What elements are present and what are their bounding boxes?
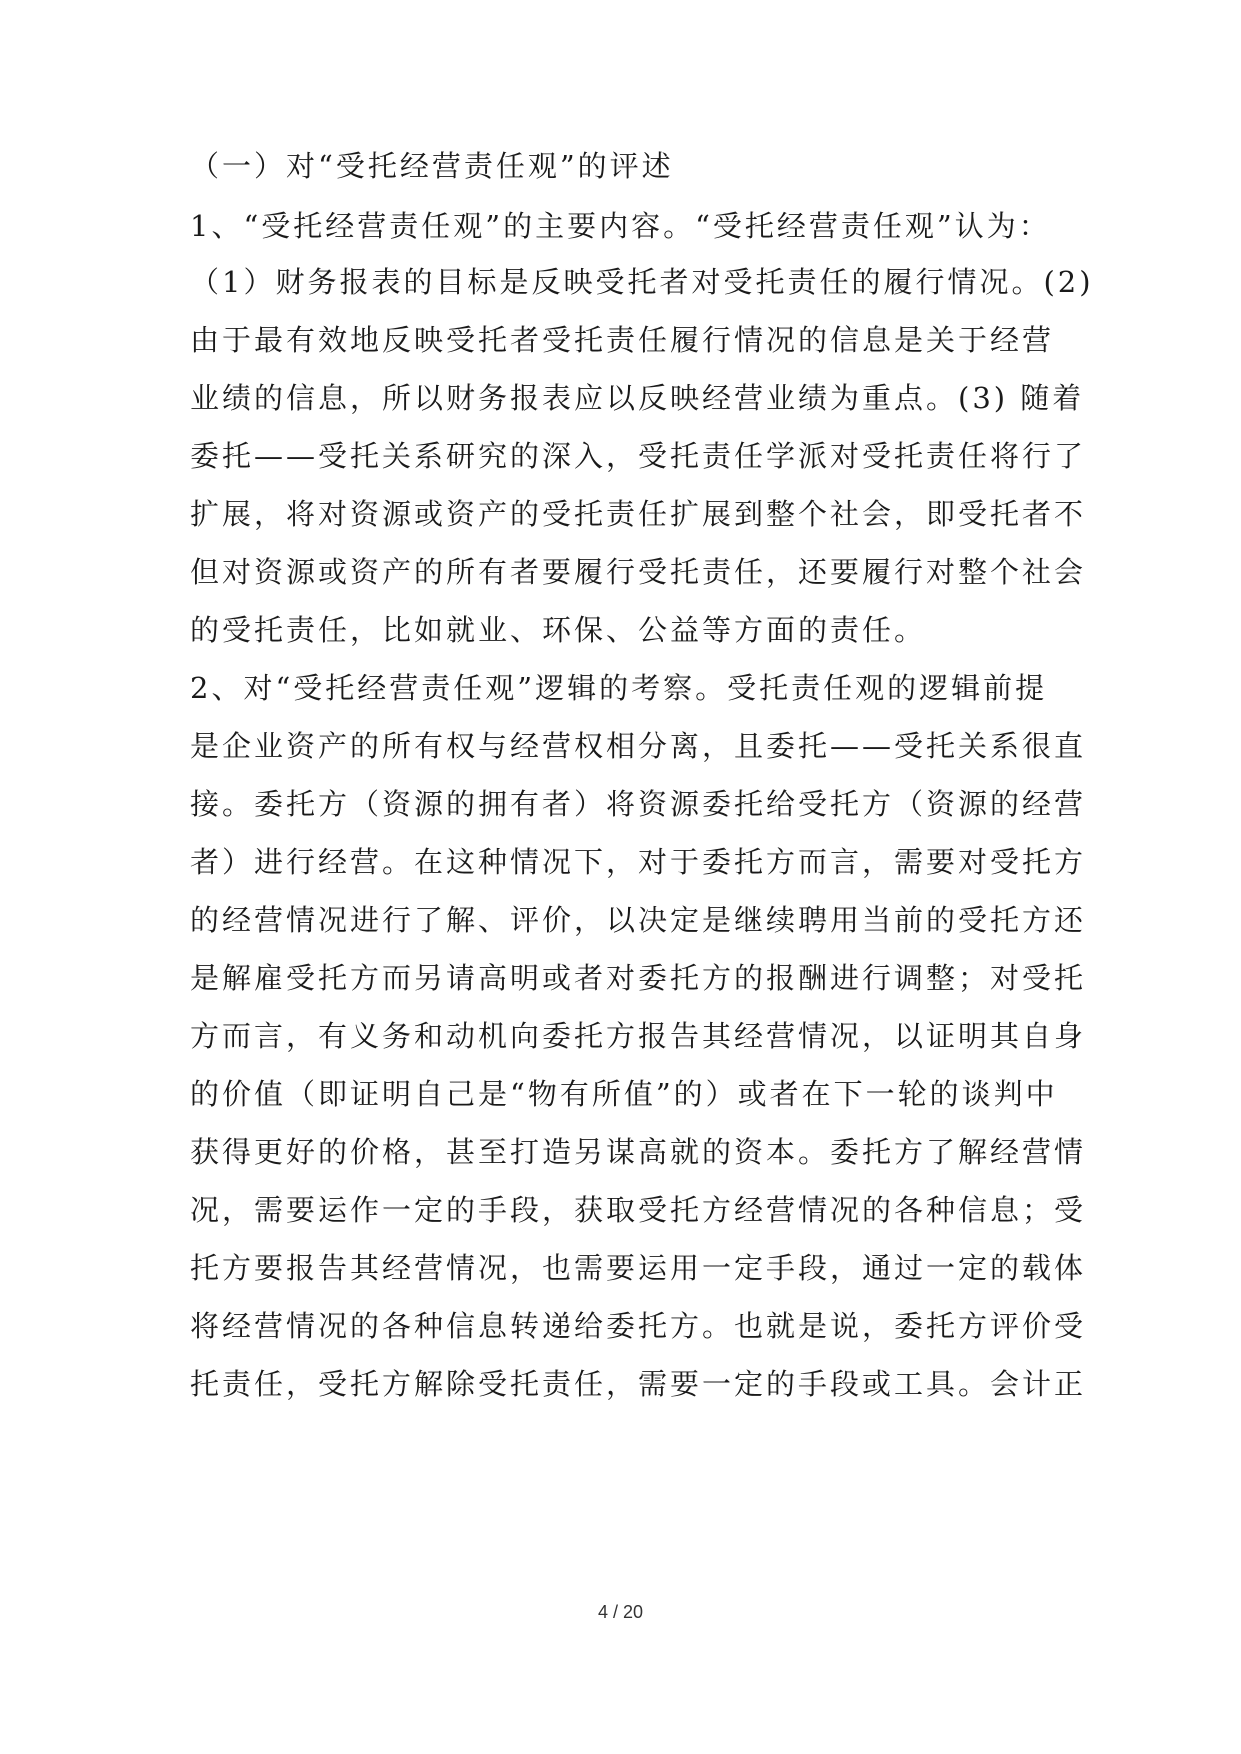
text-line: 方而言，有义务和动机向委托方报告其经营情况，以证明其自身 xyxy=(190,1019,1087,1053)
text-line: 况，需要运作一定的手段，获取受托方经营情况的各种信息；受 xyxy=(190,1193,1087,1227)
text-line: 的价值（即证明自己是“物有所值”的）或者在下一轮的谈判中 xyxy=(190,1077,1058,1111)
page-number: 4 / 20 xyxy=(597,1602,644,1622)
text-line: 1、“受托经营责任观”的主要内容。“受托经营责任观”认为： xyxy=(190,209,1051,243)
text-line: 托责任，受托方解除受托责任，需要一定的手段或工具。会计正 xyxy=(190,1367,1087,1401)
text-line: 扩展，将对资源或资产的受托责任扩展到整个社会，即受托者不 xyxy=(190,497,1087,531)
text-line: 将经营情况的各种信息转递给委托方。也就是说，委托方评价受 xyxy=(190,1309,1087,1343)
text-line: 是企业资产的所有权与经营权相分离，且委托——受托关系很直 xyxy=(190,729,1087,763)
text-line: 业绩的信息，所以财务报表应以反映经营业绩为重点。(3) 随着 xyxy=(190,381,1085,415)
text-line: 2、对“受托经营责任观”逻辑的考察。受托责任观的逻辑前提 xyxy=(190,671,1048,705)
text-line: 的受托责任，比如就业、环保、公益等方面的责任。 xyxy=(190,613,927,647)
text-line: 托方要报告其经营情况，也需要运用一定手段，通过一定的载体 xyxy=(190,1251,1087,1285)
text-line: 者）进行经营。在这种情况下，对于委托方而言，需要对受托方 xyxy=(190,845,1087,879)
text-line: 获得更好的价格，甚至打造另谋高就的资本。委托方了解经营情 xyxy=(190,1135,1087,1169)
text-line: 但对资源或资产的所有者要履行受托责任，还要履行对整个社会 xyxy=(190,555,1087,589)
section-heading: （一）对“受托经营责任观”的评述 xyxy=(190,149,674,183)
text-line: 委托——受托关系研究的深入，受托责任学派对受托责任将行了 xyxy=(190,439,1087,473)
text-line: 由于最有效地反映受托者受托责任履行情况的信息是关于经营 xyxy=(190,323,1055,357)
text-line: （1）财务报表的目标是反映受托者对受托责任的履行情况。(2) xyxy=(190,265,1094,299)
text-line: 接。委托方（资源的拥有者）将资源委托给受托方（资源的经营 xyxy=(190,787,1087,821)
text-line: 是解雇受托方而另请高明或者对委托方的报酬进行调整；对受托 xyxy=(190,961,1087,995)
text-line: 的经营情况进行了解、评价，以决定是继续聘用当前的受托方还 xyxy=(190,903,1087,937)
